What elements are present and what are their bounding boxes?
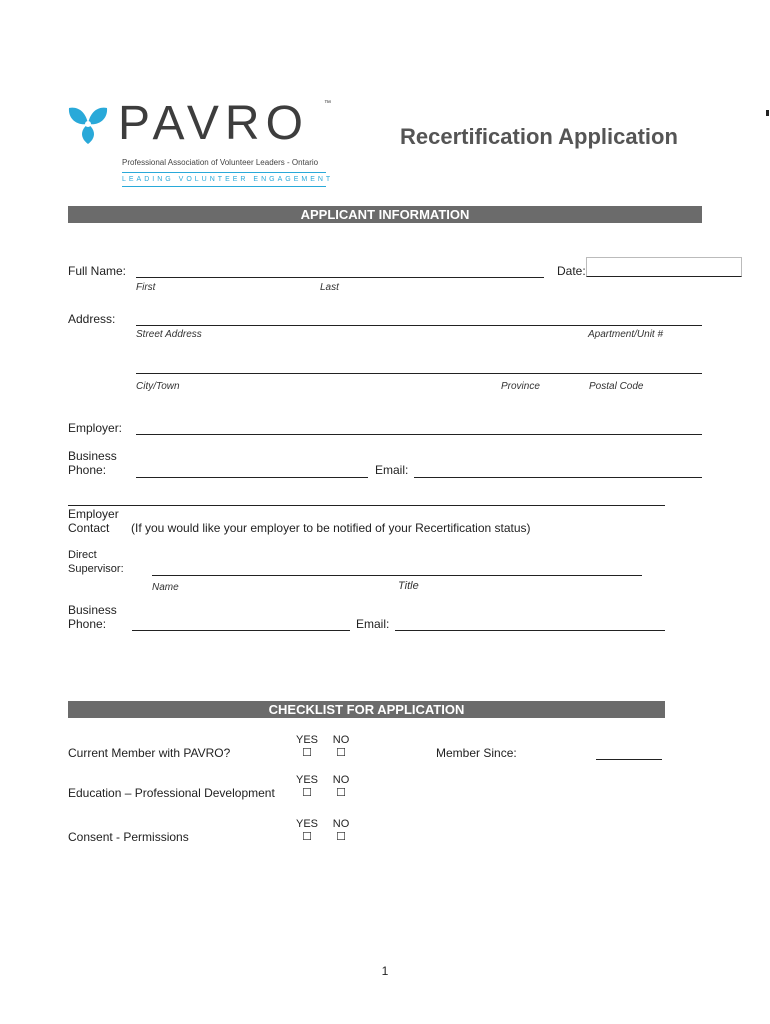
checklist-item-label: Education – Professional Development [68, 786, 275, 800]
yes-checkbox-3[interactable]: ☐ [302, 831, 312, 843]
employer-contact-label-2: Contact [68, 521, 110, 535]
page-number: 1 [381, 964, 389, 978]
section-header-applicant: APPLICANT INFORMATION [68, 206, 702, 223]
employer-contact-label-1: Employer [68, 507, 119, 521]
no-header-1: NO [332, 734, 350, 746]
city-caption: City/Town [136, 381, 180, 392]
yes-checkbox-2[interactable]: ☐ [302, 787, 312, 799]
member-since-field[interactable] [596, 759, 662, 760]
checklist-item-label: Current Member with PAVRO? [68, 746, 231, 760]
employer-contact-note: (If you would like your employer to be notified of your Recertification status) [131, 521, 531, 535]
employer-field[interactable] [136, 434, 702, 435]
divider [68, 505, 665, 506]
supervisor-label: Supervisor: [68, 563, 124, 575]
apartment-caption: Apartment/Unit # [588, 329, 664, 340]
logo-wordmark: PAVRO [118, 97, 309, 150]
date-field[interactable] [586, 257, 742, 277]
postal-code-caption: Postal Code [589, 381, 644, 392]
business-phone-field[interactable] [136, 477, 368, 478]
no-header-2: NO [332, 774, 350, 786]
checklist-item-label: Consent - Permissions [68, 830, 189, 844]
last-name-caption: Last [320, 282, 339, 293]
yes-header-3: YES [296, 818, 319, 830]
province-caption: Province [501, 381, 540, 392]
email-label: Email: [375, 463, 409, 477]
address-label: Address: [68, 312, 116, 326]
yes-header-1: YES [296, 734, 319, 746]
supervisor-name-caption: Name [152, 582, 179, 593]
logo-trademark: ™ [324, 100, 331, 107]
date-label: Date: [557, 264, 586, 278]
trillium-icon [66, 104, 110, 144]
phone-label: Phone: [68, 463, 107, 477]
phone-label-2: Phone: [68, 617, 107, 631]
email-field[interactable] [414, 477, 702, 478]
logo [66, 97, 336, 190]
no-checkbox-1[interactable]: ☐ [336, 747, 346, 759]
supervisor-email-field[interactable] [395, 630, 665, 631]
supervisor-field[interactable] [152, 575, 642, 576]
full-name-label: Full Name: [68, 264, 127, 278]
no-header-3: NO [332, 818, 350, 830]
email-label-2: Email: [356, 617, 390, 631]
direct-label: Direct [68, 549, 97, 561]
no-checkbox-3[interactable]: ☐ [336, 831, 346, 843]
yes-checkbox-1[interactable]: ☐ [302, 747, 312, 759]
business-label: Business [68, 449, 117, 463]
first-name-caption: First [136, 282, 156, 293]
member-since-label: Member Since: [436, 746, 517, 760]
no-checkbox-2[interactable]: ☐ [336, 787, 346, 799]
yes-header-2: YES [296, 774, 319, 786]
street-address-caption: Street Address [136, 329, 202, 340]
page-title: Recertification Application [400, 124, 678, 149]
employer-label: Employer: [68, 421, 123, 435]
full-name-field[interactable] [136, 277, 544, 278]
city-province-postal-field[interactable] [136, 373, 702, 374]
supervisor-phone-field[interactable] [132, 630, 350, 631]
logo-subtitle: Professional Association of Volunteer Leaders - Ontario [122, 158, 319, 167]
logo-tagline: LEADING VOLUNTEER ENGAGEMENT [122, 176, 334, 183]
section-header-checklist: CHECKLIST FOR APPLICATION [68, 701, 665, 718]
street-address-field[interactable] [136, 325, 702, 326]
business-label-2: Business [68, 603, 117, 617]
supervisor-title-caption: Title [398, 580, 419, 592]
